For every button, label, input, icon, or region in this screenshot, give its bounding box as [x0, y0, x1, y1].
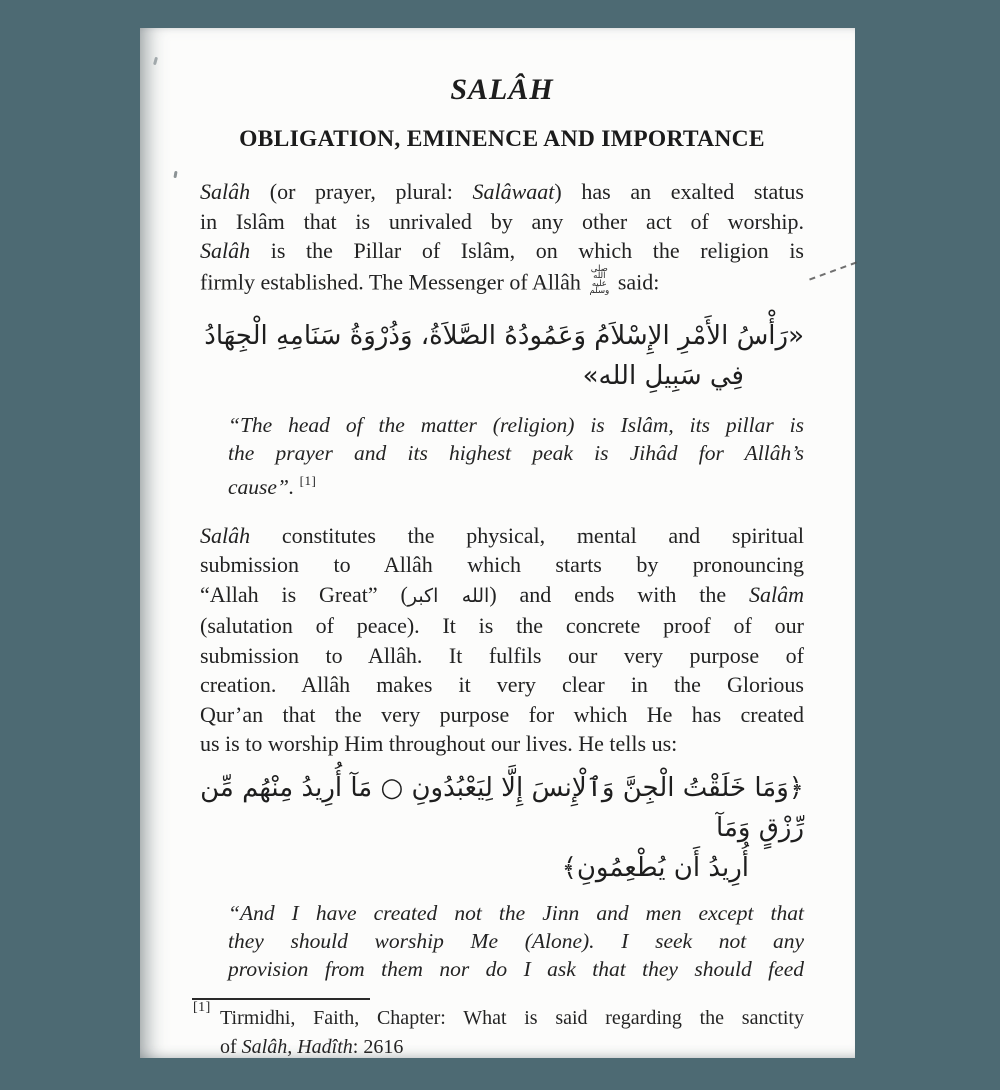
page-title: SALÂH — [450, 73, 554, 106]
hadith-arabic-text: «رَأْسُ الأَمْرِ الإِسْلاَمُ وَعَمُودُهُ الصَّلاَةُ، وَذُرْوَةُ سَنَامِهِ الْجِهَادُ فِي سَبِيلِ الله» — [204, 320, 804, 391]
paragraph-intro: Salâh (or prayer, plural: Salâwaat) has an exalted status in Islâm that is unrivaled by any other act of worship. Salâh is the Pillar of Islâm, on which the religion is firmly established. The Messenger of Allâh صلى الله عليه وسلم said: — [200, 179, 804, 296]
footnote-marker: [1] — [193, 999, 211, 1015]
paragraph-salah-constitutes: Salâh constitutes the physical, mental and spiritual submission to Allâh which starts by pronouncing “Allah is Great” (الله اكبر) and ends with the Salâm (salutation of peace). It is the concrete proof of our submission to Allâh. It fulfils our very purpose of creation. Allâh makes it very clear in the Glorious Qur’an that the very purpose for which He has created us is to worship Him throughout our lives. He tells us: — [200, 522, 805, 756]
pen-scratch-mark — [809, 262, 857, 281]
footnote-text: Tirmidhi, Faith, Chapter: What is said regarding the sanctity of Salâh, Hadîth: 2616 — [220, 1006, 804, 1058]
section-heading: OBLIGATION, EMINENCE AND IMPORTANCE — [239, 126, 765, 152]
scan-speck — [153, 57, 158, 66]
book-page — [140, 28, 855, 1058]
verse-translation-quote: “And I have created not the Jinn and men except that they should worship Me (Alone). I seek not any provision from them nor do I ask that they should feed — [228, 900, 804, 981]
page-content — [193, 28, 805, 1062]
hadith-translation-quote: “The head of the matter (religion) is Islâm, its pillar is the prayer and its highest peak is Jihâd for Allâh’s cause”. [1] — [228, 412, 804, 499]
scan-speck — [173, 171, 177, 178]
quran-verse-arabic-text: ﴿وَمَا خَلَقْتُ الْجِنَّ وَٱلْإِنسَ إِلَّا لِيَعْبُدُونِ ○ مَآ أُرِيدُ مِنْهُم مِّن رِّزْقٍ وَمَآ أُرِيدُ أَن يُطْعِمُونِ﴾ — [200, 772, 804, 883]
footnote-separator-rule — [192, 998, 370, 1000]
footnote — [193, 999, 804, 1062]
